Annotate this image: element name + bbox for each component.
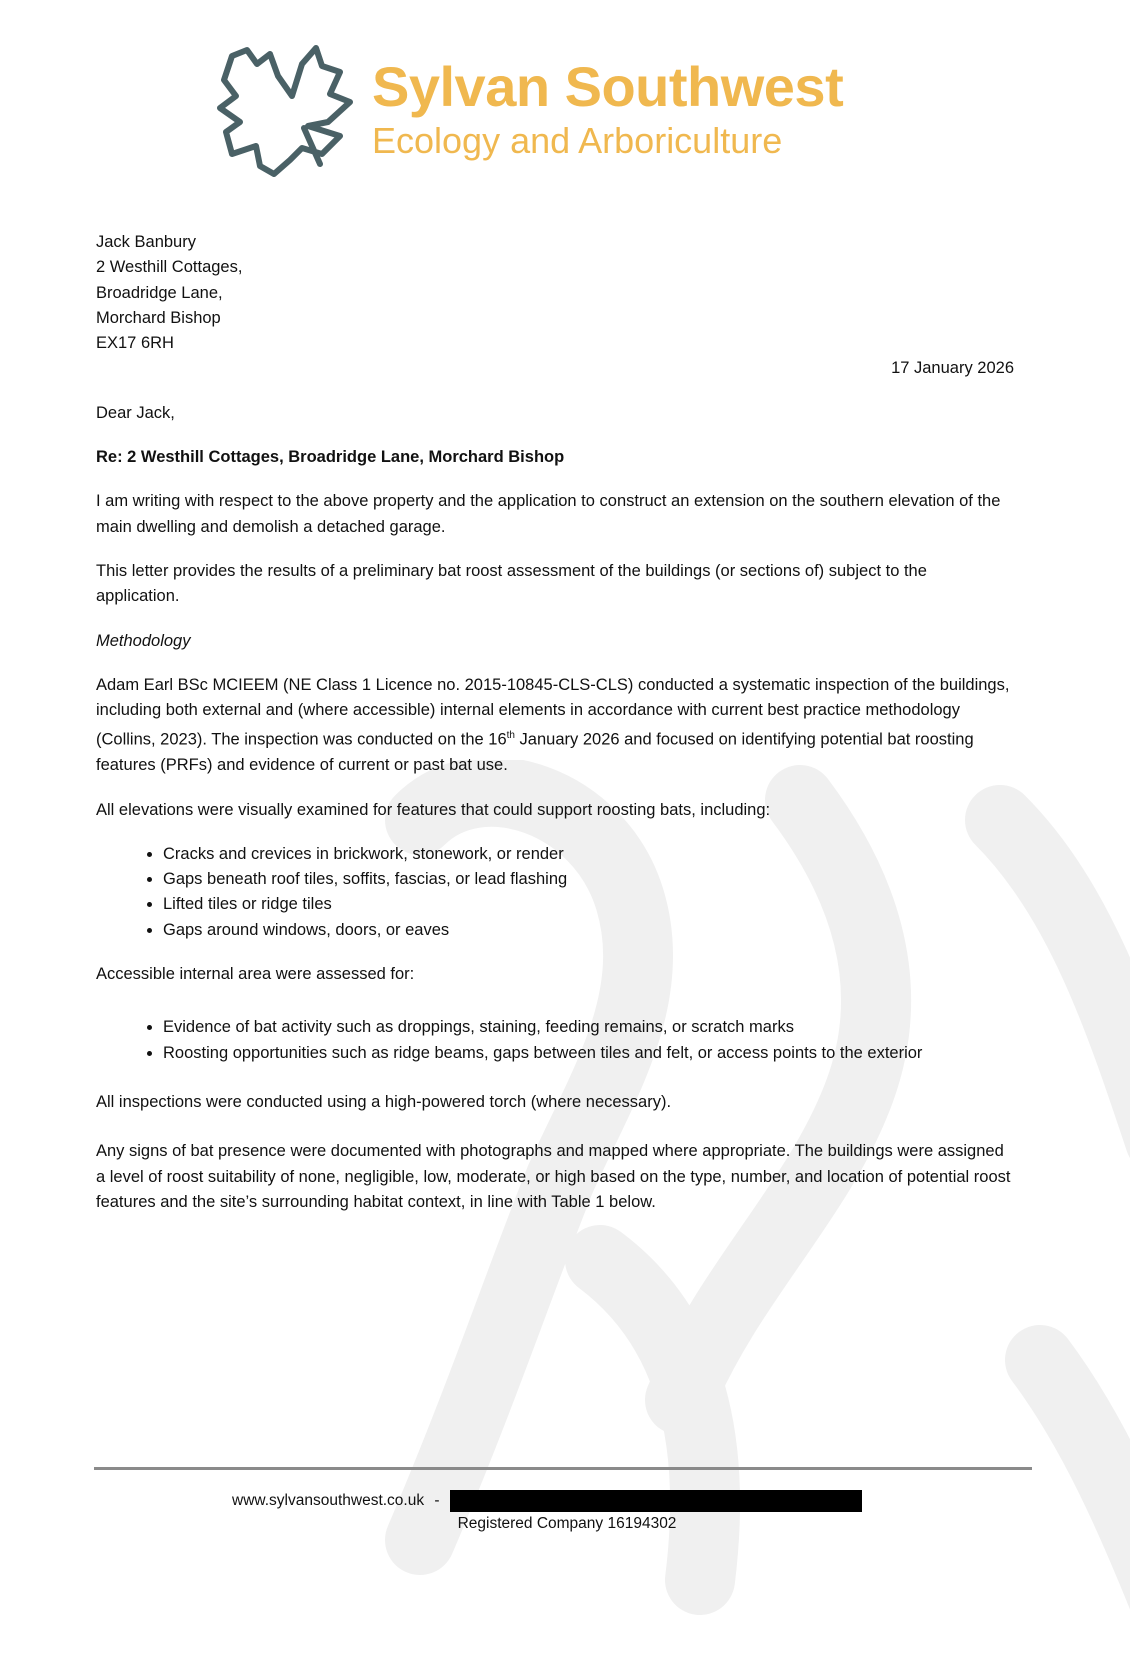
company-logo: [212, 36, 912, 186]
salutation: Dear Jack,: [96, 403, 175, 422]
superscript: th: [506, 730, 515, 742]
paragraph: I am writing with respect to the above property and the application to construct an extension on the southern elevation of the main dwelling and demolish a detached garage.: [96, 492, 1001, 536]
paragraph: [96, 673, 1014, 779]
registered-company: Registered Company 16194302: [457, 1515, 677, 1532]
footer-contact: [232, 1490, 862, 1512]
paragraph: This letter provides the results of a preliminary bat roost assessment of the buildings (or sections of) subject to the application.: [96, 561, 927, 606]
address-line: Jack Banbury: [96, 233, 196, 251]
list-item: • Gaps beneath roof tiles, soffits, fascias, or lead flashing: [163, 867, 1014, 892]
footer-divider: [94, 1467, 1032, 1470]
list-item: • Cracks and crevices in brickwork, stonework, or render: [163, 842, 1014, 867]
list-item: • Lifted tiles or ridge tiles: [163, 892, 1014, 917]
paragraph: All elevations were visually examined for features that could support roosting bats, including:: [96, 800, 771, 819]
logo-tagline: Ecology and Arboriculture: [372, 120, 783, 161]
address-line: Broadridge Lane,: [96, 283, 223, 302]
address-line: 2 Westhill Cottages,: [96, 258, 243, 277]
letter-date: 17 January 2026: [891, 359, 1014, 378]
address-line: Morchard Bishop: [96, 308, 221, 327]
paragraph: Any signs of bat presence were documented with photographs and mapped where appropriate. The buildings were assigned a level of roost suitability of none, negligible, low, moderate, or high based on the type, number, and location of potential roost features and the site’s surrounding habitat context, in line with Table 1 below.: [96, 1142, 1011, 1211]
bullet-list: [96, 842, 1014, 943]
recipient-address: [96, 230, 1014, 356]
list-item: • Gaps around windows, doors, or eaves: [163, 918, 1014, 943]
list-item: • Evidence of bat activity such as droppings, staining, feeding remains, or scratch marks: [163, 1015, 1014, 1040]
paragraph: All inspections were conducted using a high-powered torch (where necessary).: [96, 1092, 672, 1111]
redacted-block: [450, 1490, 862, 1512]
bullet-list: [96, 1015, 1014, 1066]
section-heading: Methodology: [96, 631, 191, 650]
paragraph: Accessible internal area were assessed for:: [96, 965, 415, 984]
maple-leaf-icon: [212, 36, 362, 186]
list-item: • Roosting opportunities such as ridge beams, gaps between tiles and felt, or access points to the exterior: [163, 1041, 1014, 1066]
letter-body: [96, 230, 1014, 1234]
text: Adam Earl BSc MCIEEM (NE Class 1 Licence no. 2015-10845-CLS-CLS) conducted a systematic inspection of the buildings, including both external and (where accessible) internal elements in accordance with current best practice methodology (Collins, 2023). The inspection was conducted on the 16: [96, 675, 1010, 749]
subject-line: Re: 2 Westhill Cottages, Broadridge Lane, Morchard Bishop: [96, 448, 565, 467]
website-link[interactable]: www.sylvansouthwest.co.uk: [232, 1492, 425, 1510]
logo-name: Sylvan Southwest: [372, 55, 844, 118]
address-line: EX17 6RH: [96, 334, 174, 353]
text: January 2026 and focused on identifying potential bat roosting features (PRFs) and evidence of current or past bat use.: [96, 730, 974, 775]
footer-registration: [0, 1515, 1130, 1533]
separator: -: [434, 1492, 440, 1510]
